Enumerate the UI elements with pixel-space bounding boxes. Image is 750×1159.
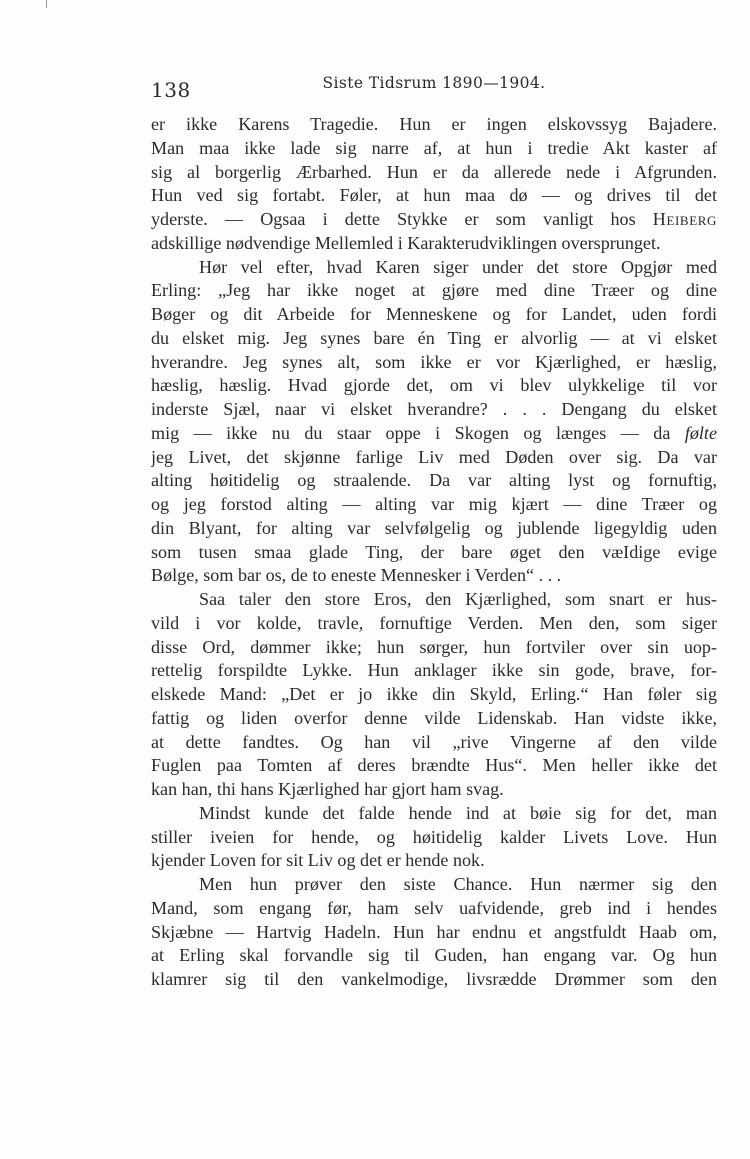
page-number: 138	[151, 78, 191, 102]
text-line: hæslig, hæslig. Hvad gjorde det, om vi blev ulykkelige til vor	[151, 375, 717, 396]
page-header	[151, 74, 717, 104]
text-line: Bølge, som bar os, de to eneste Mennesker i Verden“ . . .	[151, 565, 562, 586]
text-line: stiller iveien for hende, og høitidelig kalder Livets Love. Hun	[151, 826, 717, 847]
text-line: Skjæbne — Hartvig Hadeln. Hun har endnu et angstfuldt Haab om,	[151, 921, 717, 942]
text-line: er ikke Karens Tragedie. Hun er ingen elskovssyg Bajadere.	[151, 114, 717, 134]
text-line: Mand, som engang før, ham selv uafvidende, greb ind i hendes	[151, 897, 717, 918]
text-line: hverandre. Jeg synes alt, som ikke er vor Kjærlighed, er hæslig,	[151, 351, 717, 372]
text-line: kjender Loven for sit Liv og det er hende nok.	[151, 850, 485, 871]
text-line: rettelig forspildte Lykke. Hun anklager ikke sin gode, brave, for-	[151, 660, 717, 681]
text-line: og jeg forstod alting — alting var mig kjært — dine Træer og	[151, 494, 717, 514]
text-line: Erling: „Jeg har ikke noget at gjøre med dine Træer og dine	[151, 280, 717, 301]
text-line: at Erling skal forvandle sig til Guden, han engang var. Og hun	[151, 945, 717, 966]
text-line: klamrer sig til den vankelmodige, livsrædde Drømmer som den	[151, 969, 717, 989]
text-line	[151, 208, 717, 232]
scan-edge-mark	[46, 0, 47, 8]
text-line: elskede Mand: „Det er jo ikke din Skyld, Erling.“ Han føler sig	[151, 684, 717, 704]
text-line: Bøger og dit Arbeide for Menneskene og for Landet, uden fordi	[151, 304, 717, 324]
text-line: Fuglen paa Tomten af deres brændte Hus“. Men heller ikke det	[151, 755, 717, 776]
text-line: som tusen smaa glade Ting, der bare øget den væIdige evige	[151, 541, 717, 562]
text-line: Hør vel efter, hvad Karen siger under det store Opgjør med	[199, 256, 717, 277]
text-line: Mindst kunde det falde hende ind at bøie sig for det, man	[199, 802, 717, 823]
running-title: Siste Tidsrum 1890—1904.	[322, 74, 546, 92]
text-line: din Blyant, for alting var selvfølgelig og jublende ligegyldig uden	[151, 517, 717, 538]
body-text	[151, 113, 717, 992]
text-line: sig al borgerlig Ærbarhed. Hun er da allerede nede i Afgrunden.	[151, 161, 717, 182]
text-segment: mig — ikke nu du staar oppe i Skogen og længes — da	[151, 422, 685, 443]
text-line: Hun ved sig fortabt. Føler, at hun maa dø — og drives til det	[151, 185, 717, 206]
text-line: adskillige nødvendige Mellemled i Karakterudviklingen oversprunget.	[151, 232, 661, 253]
text-line: kan han, thi hans Kjærlighed har gjort ham svag.	[151, 779, 504, 799]
text-line: du elsket mig. Jeg synes bare én Ting er alvorlig — at vi elsket	[151, 327, 717, 348]
text-line: vild i vor kolde, travle, fornuftige Verden. Men den, som siger	[151, 612, 717, 633]
text-line: Saa taler den store Eros, den Kjærlighed, som snart er hus-	[199, 589, 717, 609]
text-line: jeg Livet, det skjønne farlige Liv med Døden over sig. Da var	[151, 446, 717, 467]
text-line: Man maa ikke lade sig narre af, at hun i tredie Akt kaster af	[151, 137, 717, 158]
text-line: Men hun prøver den siste Chance. Hun nærmer sig den	[199, 874, 717, 894]
text-line: inderste Sjæl, naar vi elsket hverandre? . . . Dengang du elsket	[151, 399, 717, 419]
emphasis-folte: følte	[684, 422, 717, 443]
text-line: fattig og liden overfor denne vilde Lidenskab. Han vidste ikke,	[151, 707, 717, 728]
text-segment: yderste. — Ogsaa i dette Stykke er som vanligt hos	[151, 209, 653, 229]
text-line	[151, 422, 717, 446]
text-line: alting høitidelig og straalende. Da var alting lyst og fornuftig,	[151, 470, 717, 491]
author-name-heiberg: Heiberg	[652, 209, 717, 229]
text-line: disse Ord, dømmer ikke; hun sørger, hun fortviler over sin uop-	[151, 636, 717, 657]
text-line: at dette fandtes. Og han vil „rive Vingerne af den vilde	[151, 731, 717, 752]
